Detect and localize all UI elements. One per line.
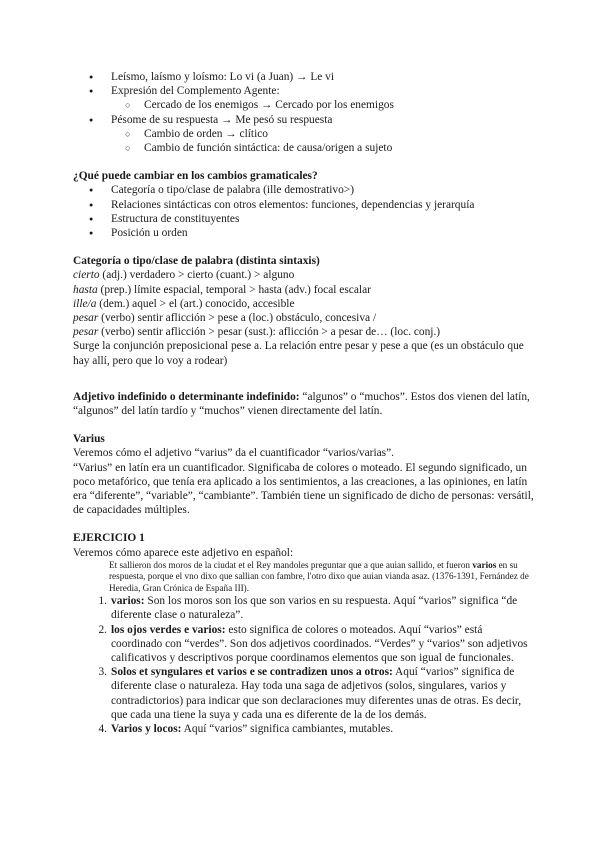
list-item: ● Categoría o tipo/clase de palabra (ille demostrativo>) <box>73 183 535 197</box>
quote-keyword: varios <box>472 559 497 570</box>
categoria-line <box>73 283 535 297</box>
list-item: ● Expresión del Complemento Agente: <box>73 84 535 98</box>
item-term: Varios y locos: <box>111 722 182 735</box>
term: pesar <box>73 326 99 339</box>
term: hasta <box>73 283 98 296</box>
quote-block <box>73 560 535 594</box>
categoria-line <box>73 325 535 339</box>
quote-text: Et sallieron dos moros de la ciudat et el Rey mandoles preguntar que a que auian sallido, et fueron <box>109 559 473 570</box>
varius-paragraph-1: Veremos cómo el adjetivo “varius” da el cuantificador “varios/varias”. <box>73 447 395 460</box>
adjetivo-text: “algunos” o “muchos”. Estos dos vienen del latín, “algunos” del latín tardío y “muchos” vienen directamente del latín. <box>73 390 530 418</box>
heading-cambios: ¿Qué puede cambiar en los cambios gramaticales? <box>73 170 318 183</box>
ejercicio-intro: Veremos cómo aparece este adjetivo en español: <box>73 546 294 559</box>
numbered-list <box>73 594 535 736</box>
adjetivo-term: Adjetivo indefinido o determinante indefinido: <box>73 390 300 403</box>
item-text: esto significa de colores o moteados. Aquí “varios” está coordinado con “verdes”. Son dos adjetivos coordinados. “Verdes” y “varios” son adjetivos calificativos y descriptivos porque coordinamos elementos que son igual de funcionales. <box>111 623 528 664</box>
categoria-line <box>73 268 535 282</box>
list-item: ○ Cercado de los enemigos → Cercado por los enemigos <box>73 98 535 112</box>
document-page <box>73 70 535 736</box>
quote-text: en su respuesta, porque el vno dixo que sallian con fambre, l'otro dixo que auian vianda asaz. (1376-1391, Fernández de Heredia, Gran Crónica de España III). <box>109 559 529 593</box>
list-item <box>73 623 535 666</box>
item-number: 2. <box>98 623 107 636</box>
heading-varius: Varius <box>73 433 105 446</box>
varius-paragraph-2: “Varius” en latín era un cuantificador. Significaba de colores o moteado. El segundo significado, un poco metafórico, que tenía era aplicado a los sentimientos, a las creaciones, a las opiniones, en latín era “diferente”, “variable”, “cambiante”. También tiene un significado de dicho de personas: versátil, de capacidades múltiples. <box>73 461 534 517</box>
definition: (verbo) sentir aflicción > pesar (sust.): aflicción > a pesar de… (loc. conj.) <box>98 326 441 339</box>
list-item: ● Pésome de su respuesta → Me pesó su respuesta <box>73 113 535 127</box>
categoria-line <box>73 297 535 311</box>
item-term: Solos et syngulares et varios e se contradizen unos a otros: <box>111 666 393 679</box>
list-item: ● Posición u orden <box>73 226 535 240</box>
list-item <box>73 594 535 622</box>
list-item <box>73 665 535 722</box>
item-term: los ojos verdes e varios: <box>111 623 226 636</box>
term: cierto <box>73 269 100 282</box>
adjetivo-paragraph <box>73 390 535 418</box>
list-item <box>73 722 535 736</box>
bullet-list-cambios <box>73 183 535 240</box>
term: pesar <box>73 312 99 325</box>
heading-ejercicio: EJERCICIO 1 <box>73 532 145 545</box>
item-text: Aquí “varios” significa de diferente clase o naturaleza. Hay toda una saga de adjetivos (solos, singulares, varios y contradictorios) para indicar que son declaraciones muy diferentes unas de otras. Es decir, que cada una tiene la suya y cada una es diferente de la de los demás. <box>111 666 522 721</box>
categoria-line <box>73 311 535 325</box>
bullet-list-cambios-ejemplos <box>73 70 535 155</box>
list-item: ● Leísmo, laísmo y loísmo: Lo vi (a Juan) → Le vi <box>73 70 535 84</box>
item-text: Son los moros son los que son varios en su respuesta. Aquí “varios” significa “de diferente clase o naturaleza”. <box>111 595 518 622</box>
list-item: ● Estructura de constituyentes <box>73 212 535 226</box>
definition: (verbo) sentir aflicción > pese a (loc.) obstáculo, concesiva / <box>98 312 377 325</box>
definition: (prep.) límite espacial, temporal > hasta (adv.) focal escalar <box>97 283 371 296</box>
definition: (dem.) aquel > el (art.) conocido, accesible <box>96 297 295 310</box>
term: ille/a <box>73 297 97 310</box>
definition: (adj.) verdadero > cierto (cuant.) > alguno <box>99 269 295 282</box>
categoria-note: Surge la conjunción preposicional pese a. La relación entre pesar y pese a que (es un obstáculo que hay allí, pero que lo voy a rodear) <box>73 340 524 367</box>
heading-categoria: Categoría o tipo/clase de palabra (distinta sintaxis) <box>73 255 320 268</box>
item-term: varios: <box>111 595 145 608</box>
item-number: 1. <box>98 595 107 608</box>
item-text: Aquí “varios” significa cambiantes, mutables. <box>181 722 394 735</box>
list-item: ● Relaciones sintácticas con otros elementos: funciones, dependencias y jerarquía <box>73 198 535 212</box>
list-item: ○ Cambio de orden → clítico <box>73 127 535 141</box>
item-number: 3. <box>98 666 107 679</box>
list-item: ○ Cambio de función sintáctica: de causa/origen a sujeto <box>73 141 535 155</box>
item-number: 4. <box>98 722 107 735</box>
